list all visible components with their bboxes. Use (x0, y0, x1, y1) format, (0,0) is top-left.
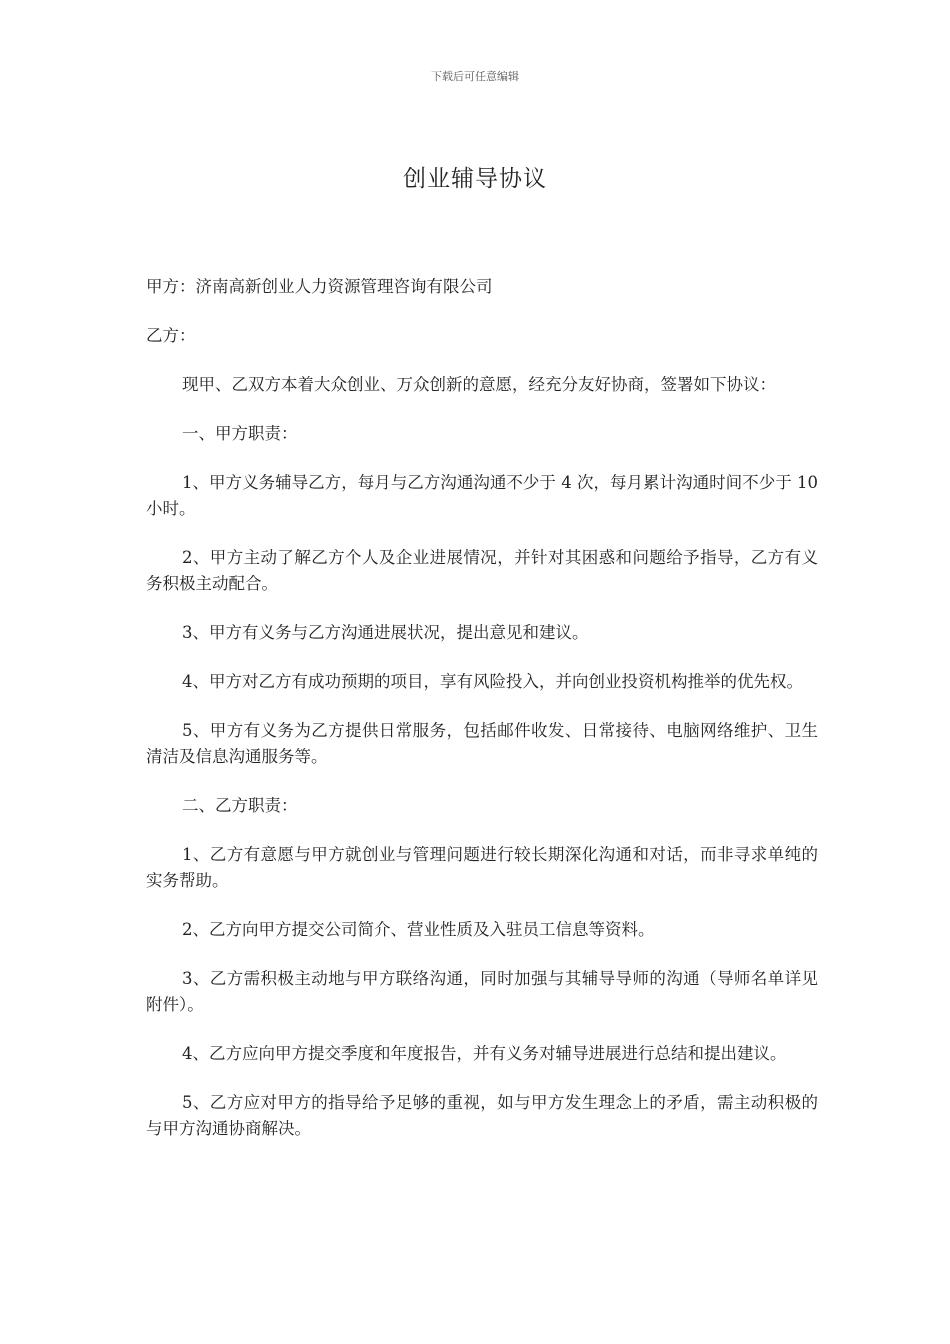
party-a-line: 甲方：济南高新创业人力资源管理咨询有限公司 (146, 277, 493, 296)
party-b-line: 乙方： (146, 326, 196, 345)
section-a-item: 1、甲方义务辅导乙方，每月与乙方沟通沟通不少于 4 次，每月累计沟通时间不少于 10 小时。 (146, 473, 818, 518)
section-b-item: 5、乙方应对甲方的指导给予足够的重视，如与甲方发生理念上的矛盾，需主动积极的与甲方沟通协商解决。 (146, 1093, 818, 1138)
section-a-heading: 一、甲方职责： (182, 424, 298, 443)
section-a-item: 3、甲方有义务与乙方沟通进展状况，提出意见和建议。 (182, 623, 589, 642)
document-body (146, 274, 818, 1165)
document-title: 创业辅导协议 (403, 166, 547, 192)
header-note: 下载后可任意编辑 (431, 70, 519, 83)
section-a-item: 4、甲方对乙方有成功预期的项目，享有风险投入，并向创业投资机构推举的优先权。 (182, 672, 803, 691)
section-a-item: 2、甲方主动了解乙方个人及企业进展情况，并针对其困惑和问题给予指导，乙方有义务积极主动配合。 (146, 548, 818, 593)
section-a-item: 5、甲方有义务为乙方提供日常服务，包括邮件收发、日常接待、电脑网络维护、卫生清洁及信息沟通服务等。 (146, 721, 818, 766)
section-b-item: 1、乙方有意愿与甲方就创业与管理问题进行较长期深化沟通和对话，而非寻求单纯的实务帮助。 (146, 845, 818, 890)
intro-paragraph: 现甲、乙双方本着大众创业、万众创新的意愿，经充分友好协商，签署如下协议： (182, 375, 776, 394)
section-b-heading: 二、乙方职责： (182, 796, 298, 815)
section-b-item: 2、乙方向甲方提交公司简介、营业性质及入驻员工信息等资料。 (182, 920, 655, 939)
section-b-item: 3、乙方需积极主动地与甲方联络沟通，同时加强与其辅导导师的沟通（导师名单详见附件）。 (146, 969, 818, 1014)
section-b-item: 4、乙方应向甲方提交季度和年度报告，并有义务对辅导进展进行总结和提出建议。 (182, 1044, 787, 1063)
